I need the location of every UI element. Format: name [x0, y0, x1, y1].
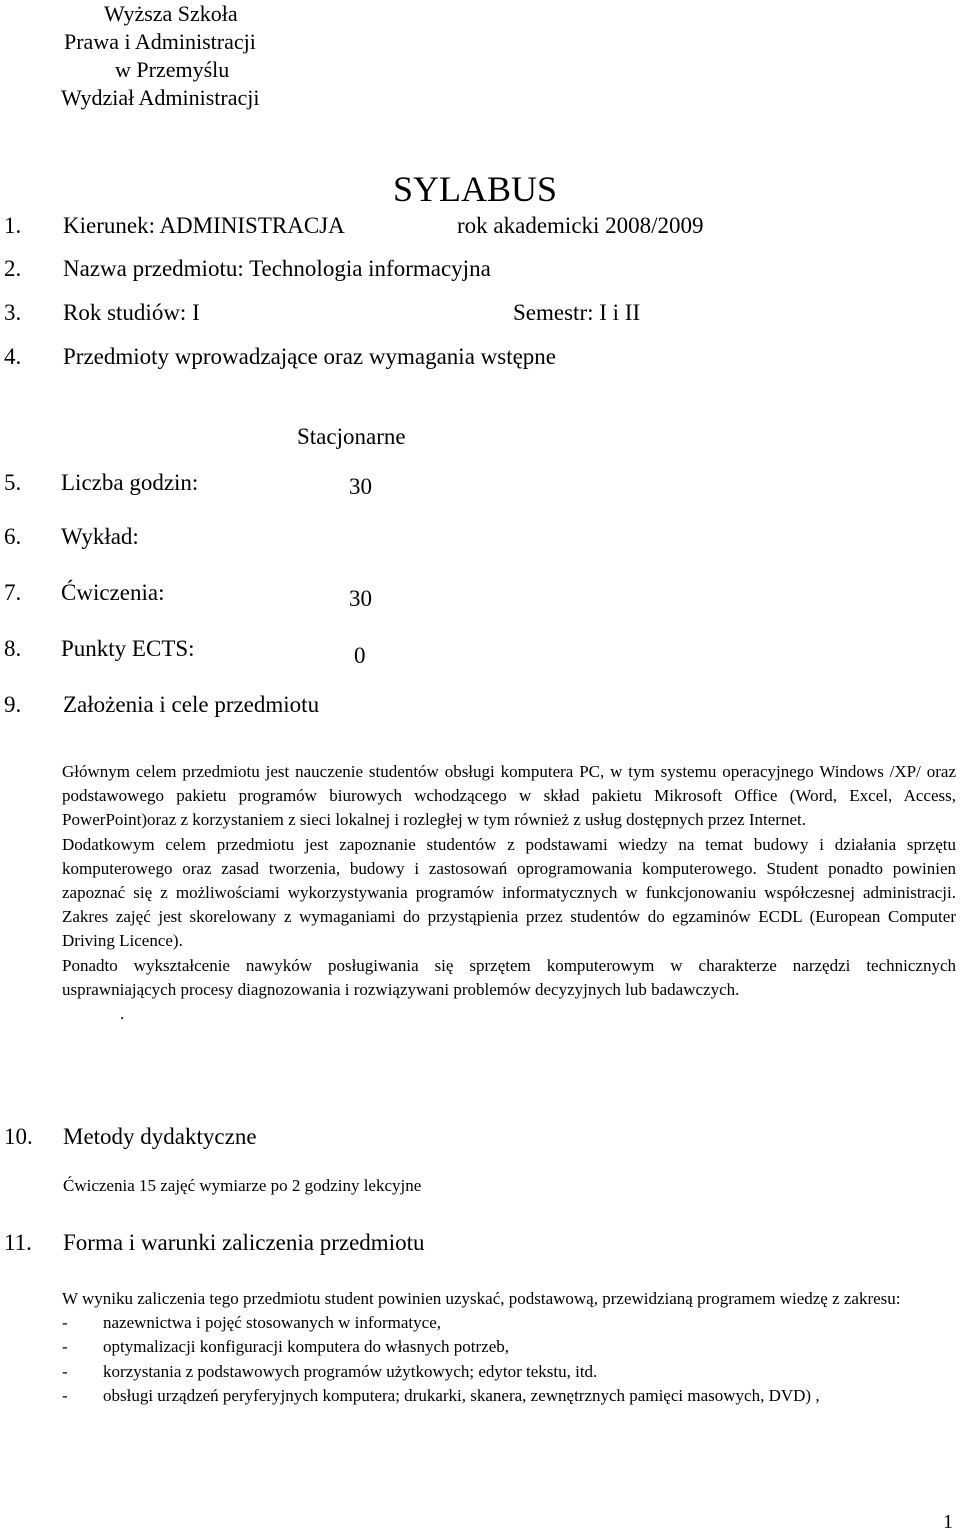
list-item	[62, 1360, 956, 1384]
list-item	[62, 1335, 956, 1359]
item-3-number: 3.	[4, 300, 22, 325]
school-name-line-2: Prawa i Administracji	[64, 29, 256, 54]
list-item-text: korzystania z podstawowych programów użytkowych; edytor tekstu, itd.	[103, 1361, 598, 1381]
item-2-label: Nazwa przedmiotu: Technologia informacyjna	[63, 256, 491, 281]
list-item	[62, 1384, 956, 1408]
goals-dot: .	[120, 1004, 125, 1024]
item-5-label: Liczba godzin:	[61, 470, 199, 495]
item-7-value: 30	[349, 586, 372, 611]
list-item	[62, 1311, 956, 1335]
page-title: SYLABUS	[393, 169, 558, 209]
section-10-text: Ćwiczenia 15 zajęć wymiarze po 2 godziny lekcyjne	[63, 1176, 422, 1195]
list-dash: -	[62, 1337, 68, 1357]
goals-paragraph-3: Ponadto wykształcenie nawyków posługiwania się sprzętem komputerowym w charakterze narzędzi technicznych usprawniających procesy diagnozowania i rozwiązywani problemów decyzyjnych lub badawczych.	[62, 955, 956, 999]
item-4-label: Przedmioty wprowadzające oraz wymagania wstępne	[63, 344, 557, 369]
section-11-intro: W wyniku zaliczenia tego przedmiotu student powinien uzyskać, podstawową, przewidzianą programem wiedzę z zakresu:	[62, 1289, 901, 1308]
column-header-stacjonarne: Stacjonarne	[297, 424, 406, 449]
section-10-title: Metody dydaktyczne	[63, 1124, 257, 1149]
item-7-number: 7.	[4, 580, 22, 605]
item-1-academic-year: rok akademicki 2008/2009	[457, 213, 704, 238]
school-name-line-3: w Przemyślu	[115, 57, 230, 82]
goals-paragraph-2: Dodatkowym celem przedmiotu jest zapoznanie studentów z podstawami wiedzy na temat budowy i działania sprzętu komputerowego oraz zasad tworzenia, budowy i zastosowań oprogramowania komputerowego. Student ponadto powinien zapoznać się z możliwościami wykorzystywania programów informatycznych w funkcjonowaniu współczesnej administracji. Zakres zajęć jest skorelowany z wymaganiami do przystąpienia przez studentów do egzaminów ECDL (European Computer Driving Licence).	[62, 834, 956, 951]
goals-paragraph-1: Głównym celem przedmiotu jest nauczenie studentów obsługi komputera PC, w tym systemu operacyjnego Windows /XP/ oraz podstawowego pakietu programów biurowych wchodzącego w skład pakietu Mikrosoft Office (Word, Excel, Access, PowerPoint)oraz z korzystaniem z sieci lokalnej i rozległej w tym również z usług dostępnych przez Internet.	[62, 762, 956, 830]
item-9-label: Założenia i cele przedmiotu	[63, 692, 320, 717]
section-11-number: 11.	[4, 1230, 32, 1255]
item-9-number: 9.	[4, 692, 22, 717]
item-1-number: 1.	[4, 213, 22, 238]
item-6-number: 6.	[4, 524, 22, 549]
faculty-name: Wydział Administracji	[61, 85, 260, 110]
goals-section	[62, 760, 956, 1026]
item-7-label: Ćwiczenia:	[61, 580, 165, 605]
item-8-label: Punkty ECTS:	[61, 636, 195, 661]
item-5-number: 5.	[4, 470, 22, 495]
list-dash: -	[62, 1313, 68, 1333]
list-item-text: nazewnictwa i pojęć stosowanych w informatyce,	[103, 1313, 441, 1333]
list-item-text: obsługi urządzeń peryferyjnych komputera; drukarki, skanera, zewnętrznych pamięci masowych, DVD) ,	[103, 1385, 820, 1405]
school-name-line-1: Wyższa Szkoła	[104, 1, 238, 26]
item-5-value: 30	[349, 474, 372, 499]
item-3-semester: Semestr: I i II	[513, 300, 641, 325]
item-1-label: Kierunek: ADMINISTRACJA	[63, 213, 345, 238]
list-item-text: optymalizacji konfiguracji komputera do własnych potrzeb,	[103, 1337, 509, 1357]
item-2-number: 2.	[4, 256, 22, 281]
page-number: 1	[943, 1511, 953, 1533]
item-3-label: Rok studiów: I	[63, 300, 200, 325]
item-4-number: 4.	[4, 344, 22, 369]
section-10-number: 10.	[4, 1124, 33, 1149]
section-11-content	[62, 1287, 956, 1408]
list-dash: -	[62, 1385, 68, 1405]
list-dash: -	[62, 1361, 68, 1381]
item-8-value: 0	[354, 643, 366, 668]
item-6-label: Wykład:	[61, 524, 139, 549]
item-8-number: 8.	[4, 636, 22, 661]
section-11-title: Forma i warunki zaliczenia przedmiotu	[63, 1230, 425, 1255]
